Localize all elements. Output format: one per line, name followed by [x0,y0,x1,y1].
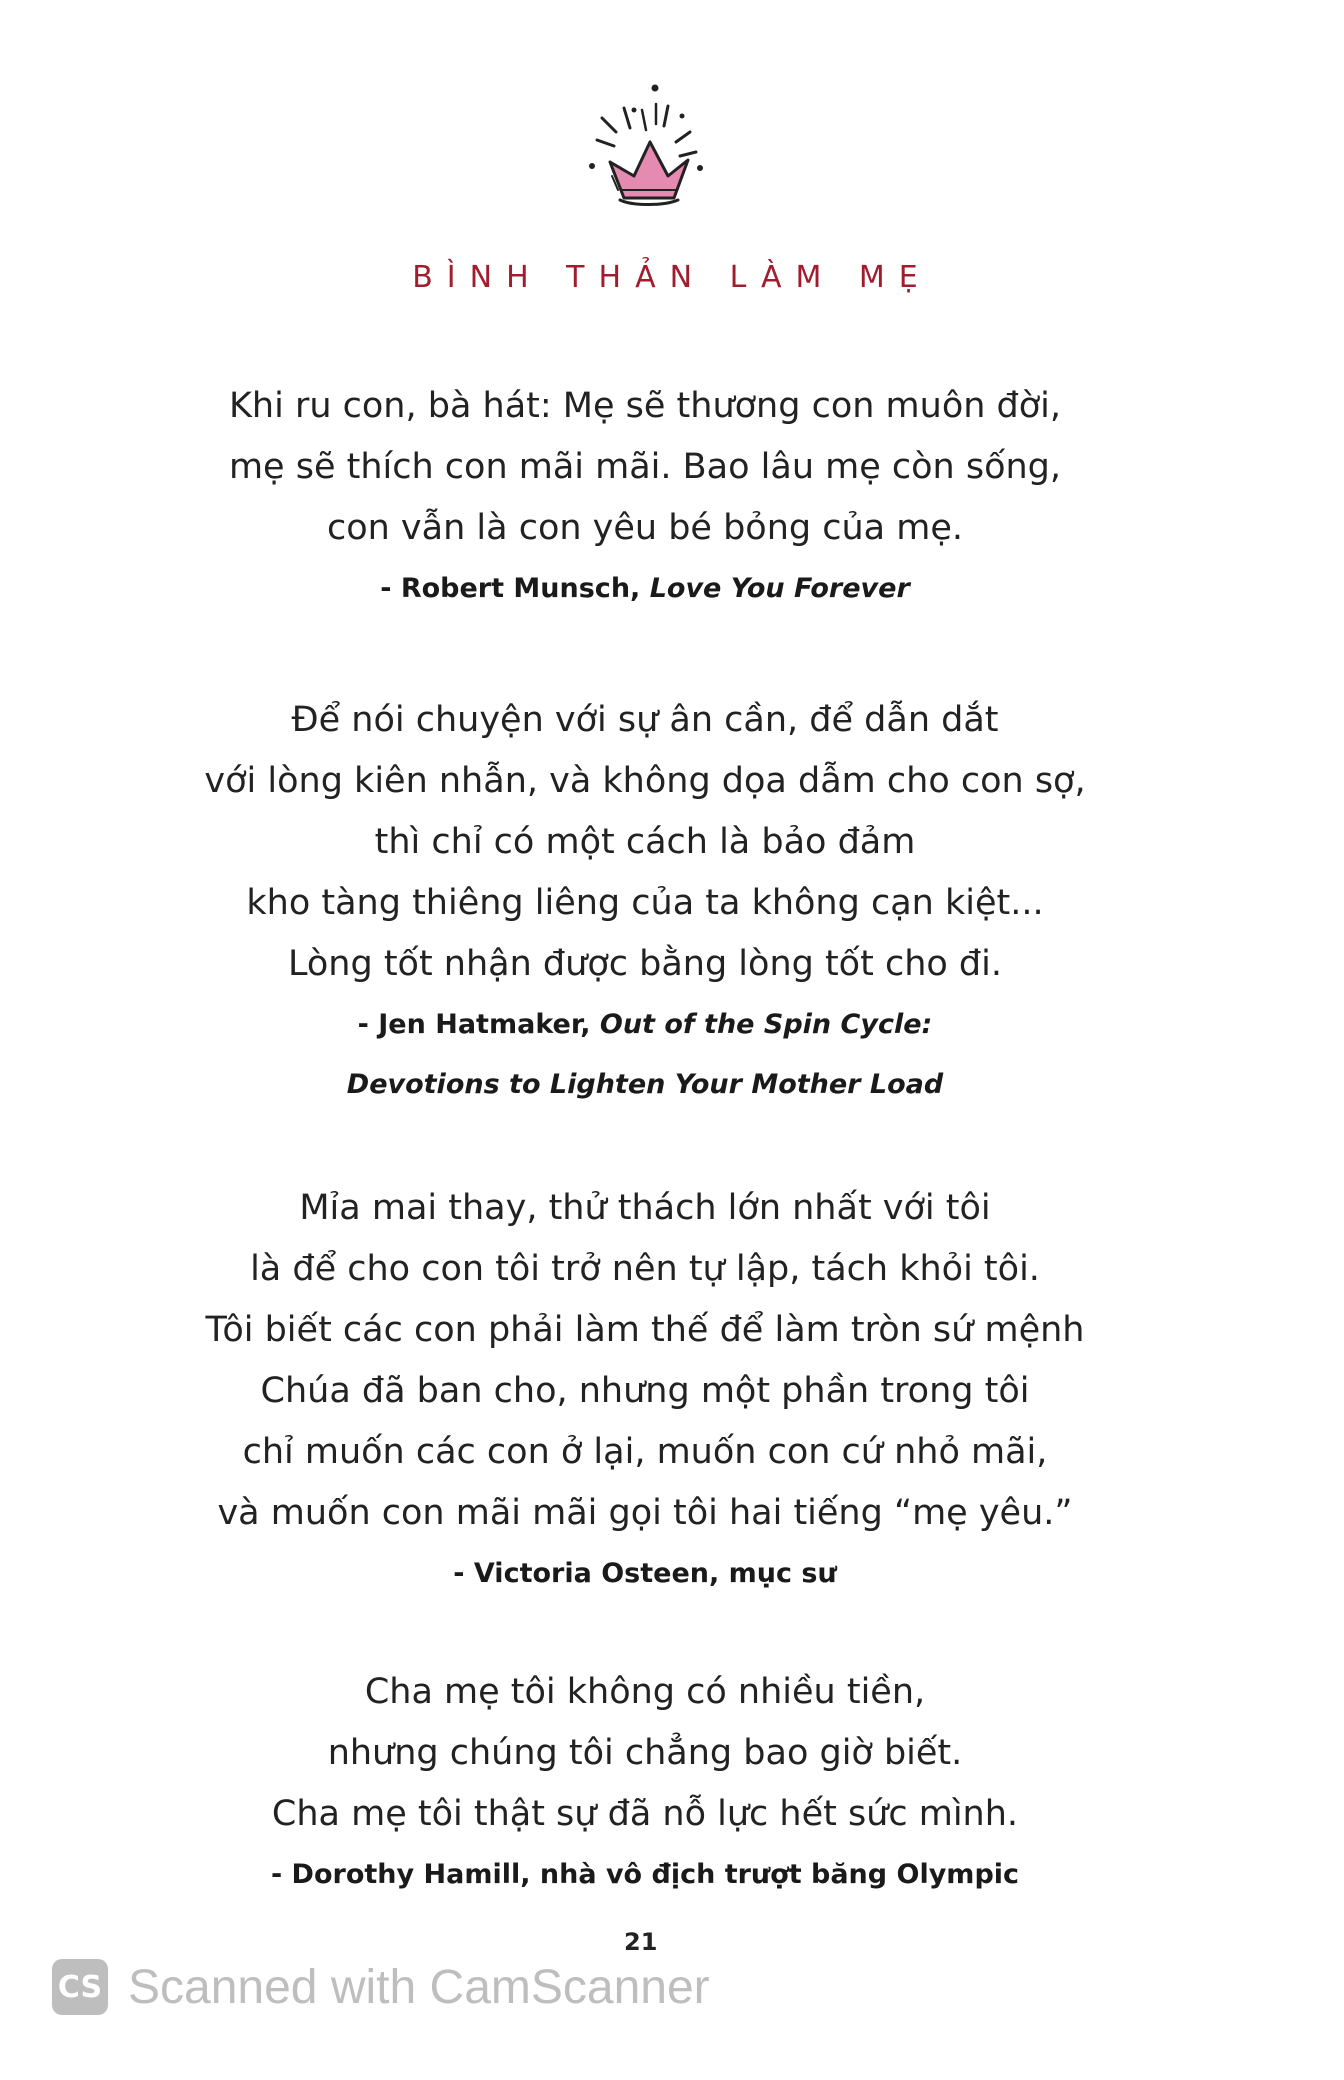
quote-line: Cha mẹ tôi thật sự đã nỗ lực hết sức mình. [271,1794,1019,1834]
quote-line: kho tàng thiêng liêng của ta không cạn kiệt... [246,883,1044,923]
quote-line: chỉ muốn các con ở lại, muốn con cứ nhỏ mãi, [242,1432,1048,1472]
quote-line: và muốn con mãi mãi gọi tôi hai tiếng “mẹ yêu.” [217,1493,1073,1533]
quote-attribution [0,559,1290,619]
attribution-work: Devotions to Lighten Your Mother Load [346,1069,944,1100]
quote-line: con vẫn là con yêu bé bỏng của mẹ. [326,508,964,548]
quote-block [0,690,1290,1115]
quote-line: Lòng tốt nhận được bằng lòng tốt cho đi. [288,944,1002,984]
attribution-work: Love You Forever [649,573,910,604]
quote-line: mẹ sẽ thích con mãi mãi. Bao lâu mẹ còn sống, [228,447,1062,487]
quote-line: Khi ru con, bà hát: Mẹ sẽ thương con muôn đời, [228,386,1062,426]
attribution-work: Out of the Spin Cycle: [599,1009,933,1040]
quote-attribution: - Dorothy Hamill, nhà vô địch trượt băng Olympic [270,1859,1020,1890]
quote-line: Để nói chuyện với sự ân cần, để dẫn dắt [291,700,999,740]
attribution-author: - Robert Munsch, [380,573,650,604]
quote-block [0,376,1290,619]
quote-attribution [0,995,1290,1055]
quote-block [0,1178,1290,1604]
crown-icon [572,80,722,230]
quote-line: Chúa đã ban cho, nhưng một phần trong tôi [260,1371,1030,1411]
quote-attribution [0,1055,1290,1115]
quote-line: là để cho con tôi trở nên tự lập, tách khỏi tôi. [250,1249,1040,1289]
page-number: 21 [624,1928,658,1956]
watermark-text: Scanned with CamScanner [128,1960,710,2014]
quote-line: thì chỉ có một cách là bảo đảm [374,822,916,862]
scanner-watermark [52,1952,710,2022]
page-heading: BÌNH THẢN LÀM MẸ [412,260,932,295]
quote-line: Mỉa mai thay, thử thách lớn nhất với tôi [299,1188,991,1228]
camscanner-logo-icon: CS [52,1959,108,2015]
quote-attribution: - Victoria Osteen, mục sư [453,1558,837,1589]
quote-line: nhưng chúng tôi chẳng bao giờ biết. [327,1733,963,1773]
quote-block [0,1662,1290,1905]
quote-line: Tôi biết các con phải làm thế để làm tròn sứ mệnh [205,1310,1085,1350]
quote-line: với lòng kiên nhẫn, và không dọa dẫm cho con sợ, [204,761,1086,801]
quote-line: Cha mẹ tôi không có nhiều tiền, [364,1672,926,1712]
attribution-author: - Jen Hatmaker, [357,1009,600,1040]
